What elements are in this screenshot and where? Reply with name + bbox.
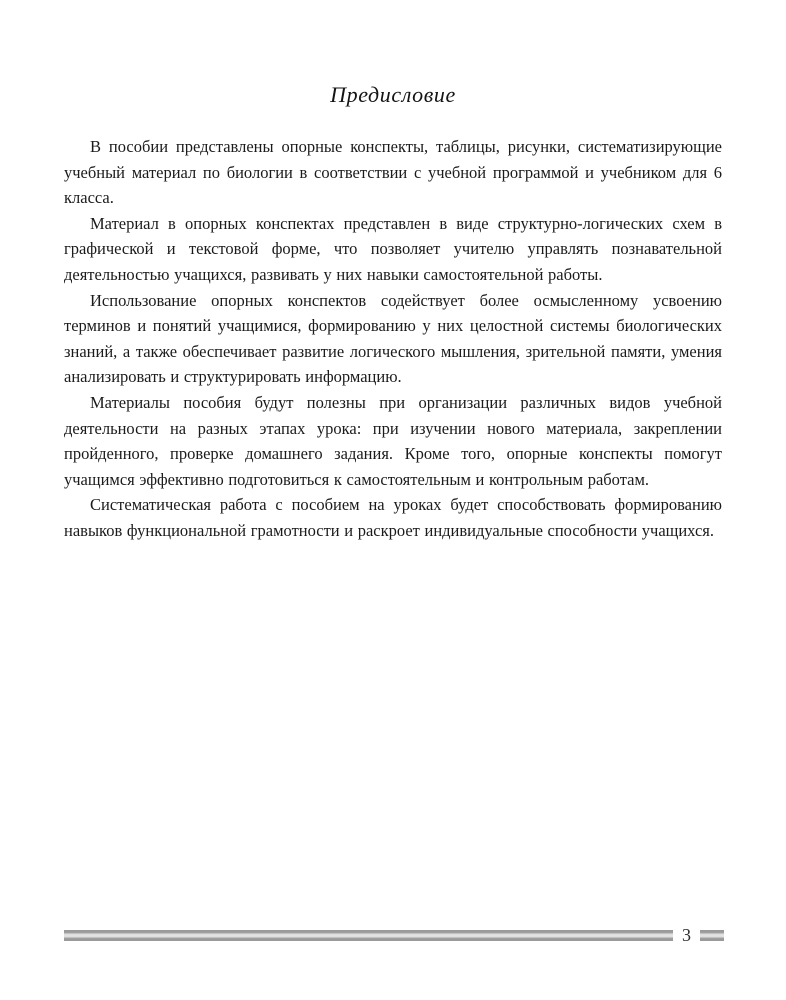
preface-text (64, 134, 722, 544)
paragraph-4: Материалы пособия будут полезны при организации различных видов учебной деятельности на разных этапах урока: при изучении нового материала, закреплении пройденного, проверке домашнего задания. Кроме того, опорные конспекты помогут учащимся эффективно подготовиться к самостоятельным и контрольным работам. (64, 392, 722, 489)
footer-rule-left (64, 930, 673, 941)
paragraph-5: Систематическая работа с пособием на уроках будет способствовать формированию навыков функциональной грамотности и раскроет индивидуальные способности учащихся. (64, 495, 722, 540)
paragraph-3: Использование опорных конспектов содействует более осмысленному усвоению терминов и понятий учащимися, формированию у них целостной системы биологических знаний, а также обеспечивает развитие логического мышления, зрительной памяти, умения анализировать и структурировать информацию. (64, 290, 722, 387)
footer-rule-right (700, 930, 724, 941)
page-footer (64, 926, 724, 944)
paragraph-2: Материал в опорных конспектах представлен в виде структурно-логических схем в графической и текстовой форме, что позволяет учителю управлять познавательной деятельностью учащихся, развивать у них навыки самостоятельной работы. (64, 213, 722, 284)
page-number: 3 (682, 925, 691, 945)
paragraph-1: В пособии представлены опорные конспекты, таблицы, рисунки, систематизирующие учебный материал по биологии в соответствии с учебной программой и учебником для 6 класса. (64, 137, 722, 208)
page-content (64, 82, 722, 544)
page-title: Предисловие (330, 82, 456, 107)
